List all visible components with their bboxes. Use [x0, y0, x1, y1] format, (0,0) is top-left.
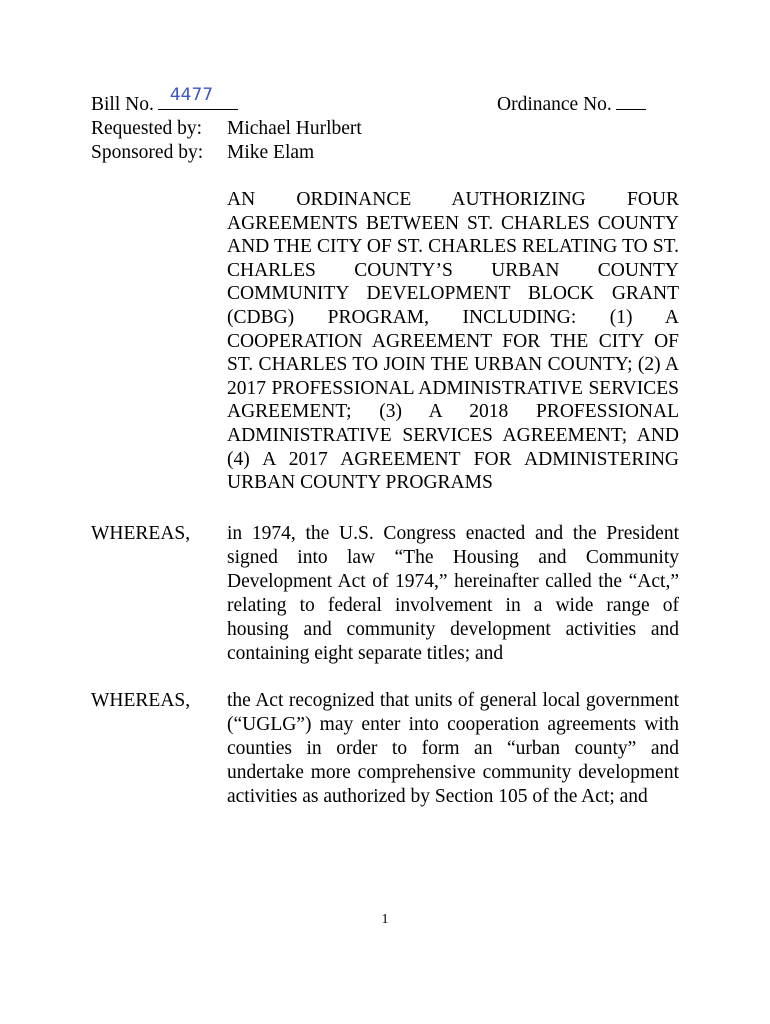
- bill-number-handwritten: 4477: [169, 85, 214, 105]
- bill-number-line: [91, 85, 238, 117]
- requested-by-value: Michael Hurlbert: [227, 118, 362, 139]
- ordinance-title: AN ORDINANCE AUTHORIZING FOUR AGREEMENTS BETWEEN ST. CHARLES COUNTY AND THE CITY OF ST. CHARLES RELATING TO ST. CHARLES COUNTY’S URBAN COUNTY COMMUNITY DEVELOPMENT BLOCK GRANT (CDBG) PROGRAM, INCLUDING: (1) A COOPERATION AGREEMENT FOR THE CITY OF ST. CHARLES TO JOIN THE URBAN COUNTY; (2) A 2017 PROFESSIONAL ADMINISTRATIVE SERVICES AGREEMENT; (3) A 2018 PROFESSIONAL ADMINISTRATIVE SERVICES AGREEMENT; AND (4) A 2017 AGREEMENT FOR ADMINISTERING URBAN COUNTY PROGRAMS: [227, 189, 679, 494]
- whereas-clause-2: the Act recognized that units of general local government (“UGLG”) may enter into cooperation agreements with counties in order to form an “urban county” and undertake more comprehensive community development activities as authorized by Section 105 of the Act; and: [227, 690, 679, 807]
- ordinance-number-line: [497, 92, 646, 117]
- requested-by-label: Requested by:: [91, 118, 203, 139]
- bill-label: Bill No.: [91, 94, 154, 115]
- bill-number-blank: [158, 85, 238, 110]
- sponsored-by-value: Mike Elam: [227, 142, 315, 163]
- ordinance-number-blank: [616, 92, 646, 110]
- page-number: 1: [381, 912, 389, 927]
- whereas-label-2: WHEREAS,: [91, 690, 191, 711]
- whereas-clause-1: in 1974, the U.S. Congress enacted and the President signed into law “The Housing and Community Development Act of 1974,” hereinafter called the “Act,” relating to federal involvement in a wide range of housing and community development activities and containing eight separate titles; and: [227, 523, 679, 664]
- ordinance-label: Ordinance No.: [497, 94, 612, 115]
- whereas-label-1: WHEREAS,: [91, 523, 191, 544]
- sponsored-by-label: Sponsored by:: [91, 142, 204, 163]
